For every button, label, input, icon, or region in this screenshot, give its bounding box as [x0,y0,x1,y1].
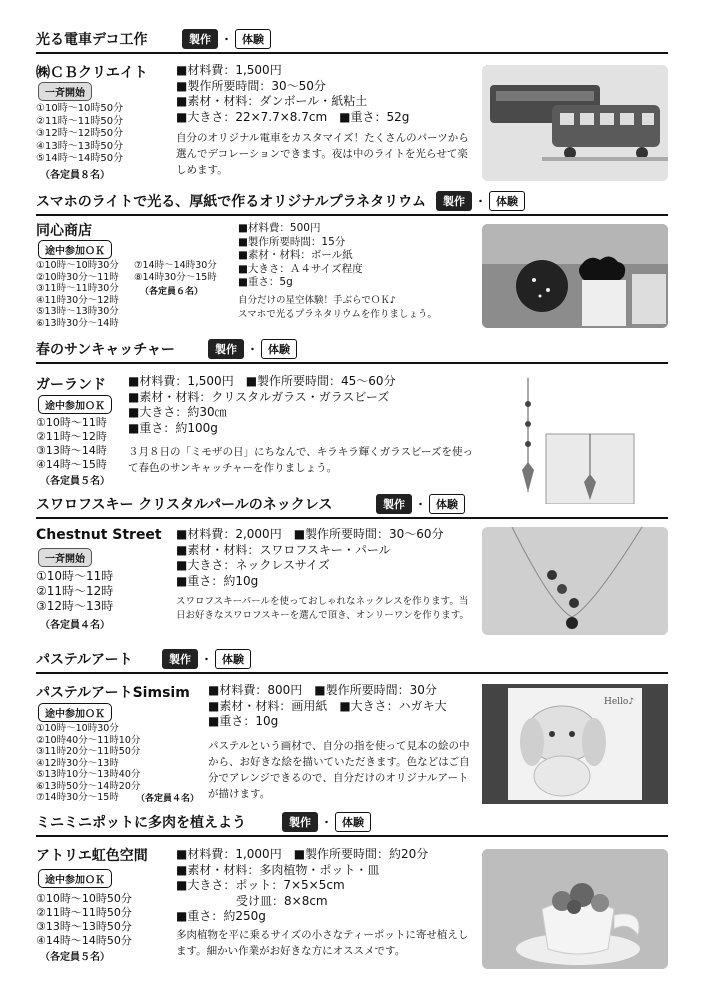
spec-line: ■重さ：約100g [128,420,218,435]
description: パステルという画材で、自分の指を使って見本の絵の中から、お好きな絵を描いていただきます。色などはご自分でアレンジできるので、自分だけのオリジナルアートが描けます。 [208,740,470,800]
description: 自分のオリジナル電車をカスタマイズ！たくさんのパーツから選んでデコレーションできます。夜は中のライトを光らせて楽しめます。 [176,132,469,176]
start-badge: 途中参加ＯＫ [38,395,112,414]
spec-list [176,847,428,925]
section-necklace [36,495,668,643]
description: ３月８日の「ミモザの日」にちなんで、キラキラ輝くガラスビーズを使って春色のサンキャッチャーを作りましょう。 [128,446,474,474]
spec-line: ■材料費：1,500円 [176,63,282,77]
tag-group [162,649,251,669]
section-title: ミニミニポットに多肉を植えよう [36,815,246,831]
section-header [36,30,668,54]
tag-experience: 体験 [429,494,465,514]
spec-line: ■材料費：500円 [238,222,321,234]
tag-make: 製作 [182,29,218,49]
spec-line: ■重さ：約250g [176,909,266,923]
tag-experience: 体験 [261,339,297,359]
spec-list [238,222,363,290]
time-slot: ①10時～11時 [36,416,107,429]
section-header [36,813,668,837]
succulent-pot-photo [482,849,668,969]
capacity-note: （各定員８名） [40,170,110,181]
tag-group [436,191,525,211]
suncatcher-photo [494,374,636,504]
time-slot: ②11時～11時50分 [36,115,124,127]
vendor-name: パステルアートSimsim [36,685,190,701]
photo-caption: Hello♪ [604,697,635,707]
time-slot: ①10時～10時30分 [36,260,119,271]
description: 多肉植物を平に乗るサイズの小さなティーポットに寄せ植えします。細かい作業がお好きな方にオススメです。 [176,929,469,957]
time-slot: ③11時20分～11時50分 [36,746,141,757]
spec-line: ■大きさ：ポット：7×5×5cm [176,878,345,892]
time-slot: ①10時～10時30分 [36,723,119,734]
spec-line: ■大きさ：約30㎝ [128,405,227,419]
section-header [36,495,668,519]
time-slot: ④13時～13時50分 [36,140,124,152]
section-planetarium [36,192,668,332]
capacity-note: （各定員５名） [40,476,110,487]
section-title: スマホのライトで光る、厚紙で作るオリジナルプラネタリウム [36,194,427,210]
start-badge: 途中参加ＯＫ [38,869,112,888]
tag-make: 製作 [436,191,472,211]
tag-group [282,812,371,832]
time-slot-list [36,569,113,614]
tag-separator: ・ [221,33,232,46]
time-slot: ⑧14時30分～15時 [134,271,217,283]
time-slot: ③12時～13時 [36,599,114,613]
tag-make: 製作 [376,494,412,514]
time-slot: ②11時～11時50分 [36,906,132,919]
tag-group [208,339,297,359]
vendor-name: Chestnut Street [36,527,162,543]
tag-separator: ・ [321,816,332,829]
time-slot: ⑥13時50分～14時20分 [36,780,141,792]
section-pastel-art [36,650,668,808]
time-slot: ④11時30分～12時 [36,294,119,306]
spec-line: 受け皿：8×8cm [176,893,328,908]
time-slot: ③11時～11時30分 [36,283,119,294]
tag-experience: 体験 [335,812,371,832]
tag-group [182,29,271,49]
time-slot: ②10時40分～11時10分 [36,734,141,746]
description: スワロフスキーパールを使っておしゃれなネックレスを作ります。当日お好きなスワロフスキーを選んで頂き、オンリーワンを作ります。 [176,596,469,621]
spec-list [176,63,409,125]
time-slot: ①10時～10時50分 [36,103,124,114]
time-slot-list [36,892,132,948]
start-badge: 一斉開始 [38,82,92,101]
spec-line: ■製作所要時間：15分 [238,235,346,248]
capacity-note: （各定員４名） [136,794,200,804]
tag-make: 製作 [162,649,198,669]
time-slot-list [36,260,119,329]
spec-line: ■素材・材料：スワロフスキー・パール [176,542,391,557]
tag-experience: 体験 [215,649,251,669]
spec-line: ■材料費：1,000円 ■製作所要時間：約20分 [176,847,429,861]
time-slot: ⑤13時～13時30分 [36,306,119,317]
section-train-deco [36,30,668,190]
spec-line: ■素材・材料：多肉植物・ポット・皿 [176,862,380,877]
spec-line: ■材料費：2,000円 ■製作所要時間：30～60分 [176,527,444,541]
vendor-name: ㈱ＣＢクリエイト [36,65,148,81]
spec-line: ■材料費：800円 ■製作所要時間：30分 [208,683,437,697]
start-badge: 途中参加ＯＫ [38,240,112,259]
tag-separator: ・ [415,498,426,511]
spec-list [176,527,444,589]
time-slot-list [134,260,217,283]
time-slot: ⑥13時30分～14時 [36,317,119,329]
vendor-name: アトリエ虹色空間 [36,848,148,864]
tag-separator: ・ [475,195,486,208]
time-slot: ①10時～11時 [36,569,114,583]
spec-line: ■素材・材料：画用紙 ■大きさ：ハガキ大 [208,698,447,713]
time-slot-list [36,723,140,804]
section-title: パステルアート [36,652,133,668]
spec-line: ■大きさ：Ａ４サイズ程度 [238,262,363,275]
time-slot: ⑦14時30分～15時 [36,792,119,803]
spec-line: ■製作所要時間：30～50分 [176,78,326,93]
capacity-note: （各定員５名） [40,952,110,963]
time-slot: ④14時～15時 [36,458,107,471]
time-slot: ⑤13時10分～13時40分 [36,769,141,780]
tag-experience: 体験 [235,29,271,49]
pastel-dog-photo [482,684,668,804]
time-slot-list [36,416,107,472]
planetarium-photo [482,224,668,328]
spec-line: ■大きさ：ネックレスサイズ [176,558,330,572]
section-title: 春のサンキャッチャー [36,342,175,358]
start-badge: 途中参加ＯＫ [38,703,112,722]
tag-experience: 体験 [489,191,525,211]
section-succulent-pot [36,813,668,975]
start-badge: 一斉開始 [38,548,92,567]
tag-make: 製作 [208,339,244,359]
section-suncatcher [36,340,668,490]
section-header [36,340,668,364]
time-slot: ⑦14時～14時30分 [134,260,217,271]
time-slot: ③12時～12時50分 [36,128,124,139]
section-header [36,192,668,216]
capacity-note: （各定員６名） [140,287,204,297]
spec-line: ■素材・材料：ボール紙 [238,249,353,261]
spec-line: ■重さ：5g [238,276,293,288]
time-slot: ②11時～12時 [36,584,114,598]
capacity-note: （各定員４名） [40,620,110,631]
spec-line: ■大きさ：22×7.7×8.7cm ■重さ：52g [176,109,410,124]
time-slot: ④14時～14時50分 [36,934,132,947]
section-title: スワロフスキー クリスタルパールのネックレス [36,497,333,513]
time-slot: ②11時～12時 [36,430,107,443]
spec-line: ■重さ：10g [208,714,279,728]
time-slot: ③13時～13時50分 [36,920,132,933]
vendor-name: ガーランド [36,377,106,393]
time-slot: ②10時30分～11時 [36,271,119,283]
time-slot: ④12時30分～13時 [36,757,119,769]
spec-line: ■素材・材料：ダンボール・紙粘土 [176,94,368,108]
spec-list [128,374,396,436]
spec-line: ■材料費：1,500円 ■製作所要時間：45～60分 [128,374,396,388]
tag-group [376,494,465,514]
spec-line: ■重さ：約10g [176,573,259,588]
time-slot: ①10時～10時50分 [36,892,132,905]
tag-make: 製作 [282,812,318,832]
time-slot: ⑤14時～14時50分 [36,153,124,164]
vendor-name: 同心商店 [36,223,92,239]
necklace-photo [482,527,668,635]
time-slot: ③13時～14時 [36,444,107,457]
tag-separator: ・ [201,653,212,666]
section-header [36,650,668,674]
tag-separator: ・ [247,343,258,356]
time-slot-list [36,103,123,166]
section-title: 光る電車デコ工作 [36,32,148,48]
description: 自分だけの星空体験！手ぶらでＯＫ♪ スマホで光るプラネタリウムを作りましょう。 [238,295,437,320]
spec-list [208,683,447,730]
toy-train-photo [482,65,668,181]
spec-line: ■素材・材料：クリスタルガラス・ガラスビーズ [128,389,390,404]
